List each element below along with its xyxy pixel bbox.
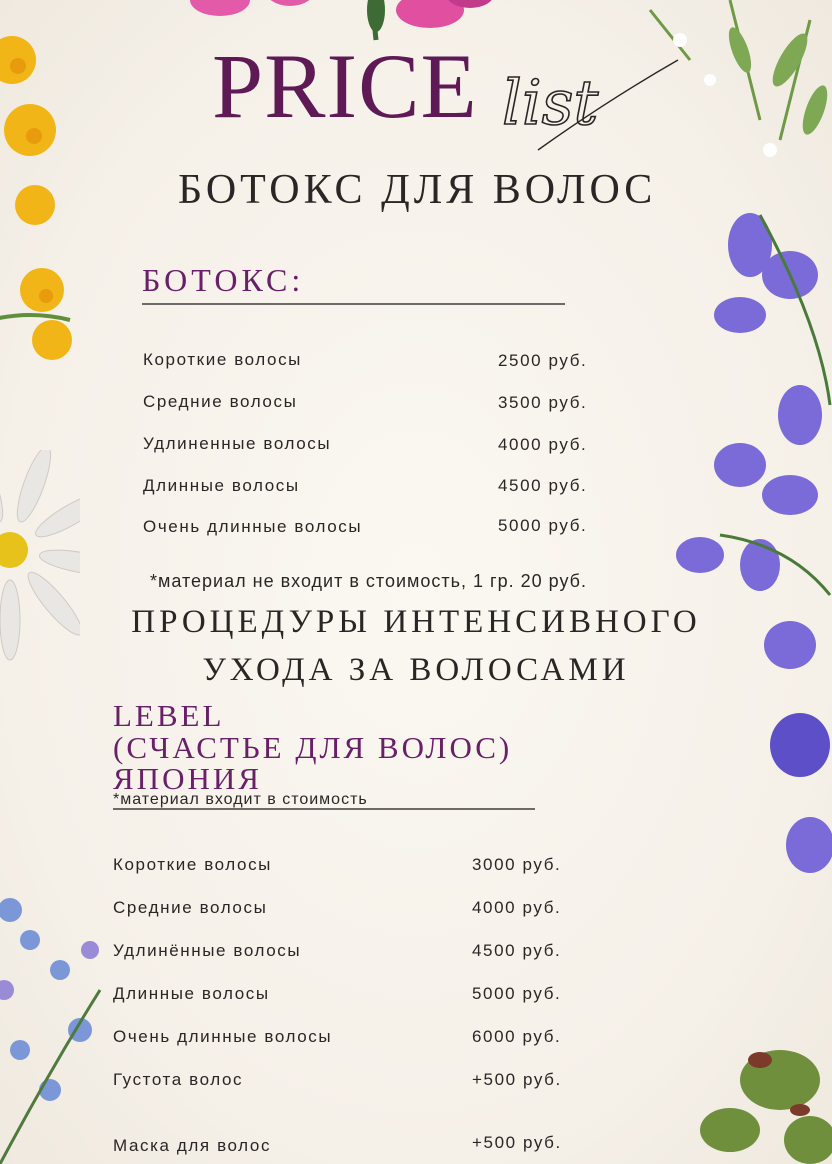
list-item-price: 5000 руб. <box>498 516 588 535</box>
brand-tagline: (СЧАСТЬЕ ДЛЯ ВОЛОС) <box>113 730 513 765</box>
list-item-label: Средние волосы <box>143 392 298 411</box>
section-heading-procedures-line2: УХОДА ЗА ВОЛОСАМИ <box>202 652 630 688</box>
list-item-label: Удлинённые волосы <box>113 941 302 960</box>
list-item-label: Удлиненные волосы <box>143 434 332 453</box>
divider <box>113 808 535 810</box>
list-item-price: +500 руб. <box>472 1133 562 1152</box>
list-item-label: Маска для волос <box>113 1136 272 1155</box>
list-item-label: Короткие волосы <box>113 855 272 874</box>
price-title: PRICE <box>212 35 478 137</box>
section-heading-botox: БОТОКС: <box>142 262 305 298</box>
list-item-price: 5000 руб. <box>472 984 562 1003</box>
list-item-price: 3000 руб. <box>472 855 562 874</box>
list-item-label: Густота волос <box>113 1070 244 1089</box>
list-item-price: 6000 руб. <box>472 1027 562 1046</box>
list-item-label: Длинные волосы <box>113 984 270 1003</box>
divider <box>142 303 565 305</box>
list-item-label: Короткие волосы <box>143 350 302 369</box>
section-heading-procedures: ПРОЦЕДУРЫ ИНТЕНСИВНОГО <box>131 604 701 640</box>
yellow-flower-icon <box>0 20 90 370</box>
list-item-label: Средние волосы <box>113 898 268 917</box>
svg-text:list: list <box>502 66 599 139</box>
list-item-price: +500 руб. <box>472 1070 562 1089</box>
brand-name: LEBEL <box>113 698 225 733</box>
list-item-label: Очень длинные волосы <box>143 517 363 536</box>
green-leaf-icon <box>670 1020 832 1164</box>
bluebell-icon <box>640 205 832 905</box>
list-item-price: 4500 руб. <box>498 476 588 495</box>
material-note: *материал не входит в стоимость, 1 гр. 20 руб. <box>150 571 587 591</box>
list-item-price: 2500 руб. <box>498 351 588 370</box>
list-item-price: 4500 руб. <box>472 941 562 960</box>
list-item-price: 4000 руб. <box>472 898 562 917</box>
page-subtitle: БОТОКС ДЛЯ ВОЛОС <box>178 167 657 213</box>
forget-me-not-icon <box>0 890 120 1164</box>
list-script-title <box>498 40 688 160</box>
list-item-label: Очень длинные волосы <box>113 1027 333 1046</box>
list-item-price: 3500 руб. <box>498 393 588 412</box>
brand-country: ЯПОНИЯ <box>113 761 262 796</box>
list-item-label: Длинные волосы <box>143 476 300 495</box>
material-note: *материал входит в стоимость <box>113 791 368 808</box>
list-item-price: 4000 руб. <box>498 435 588 454</box>
